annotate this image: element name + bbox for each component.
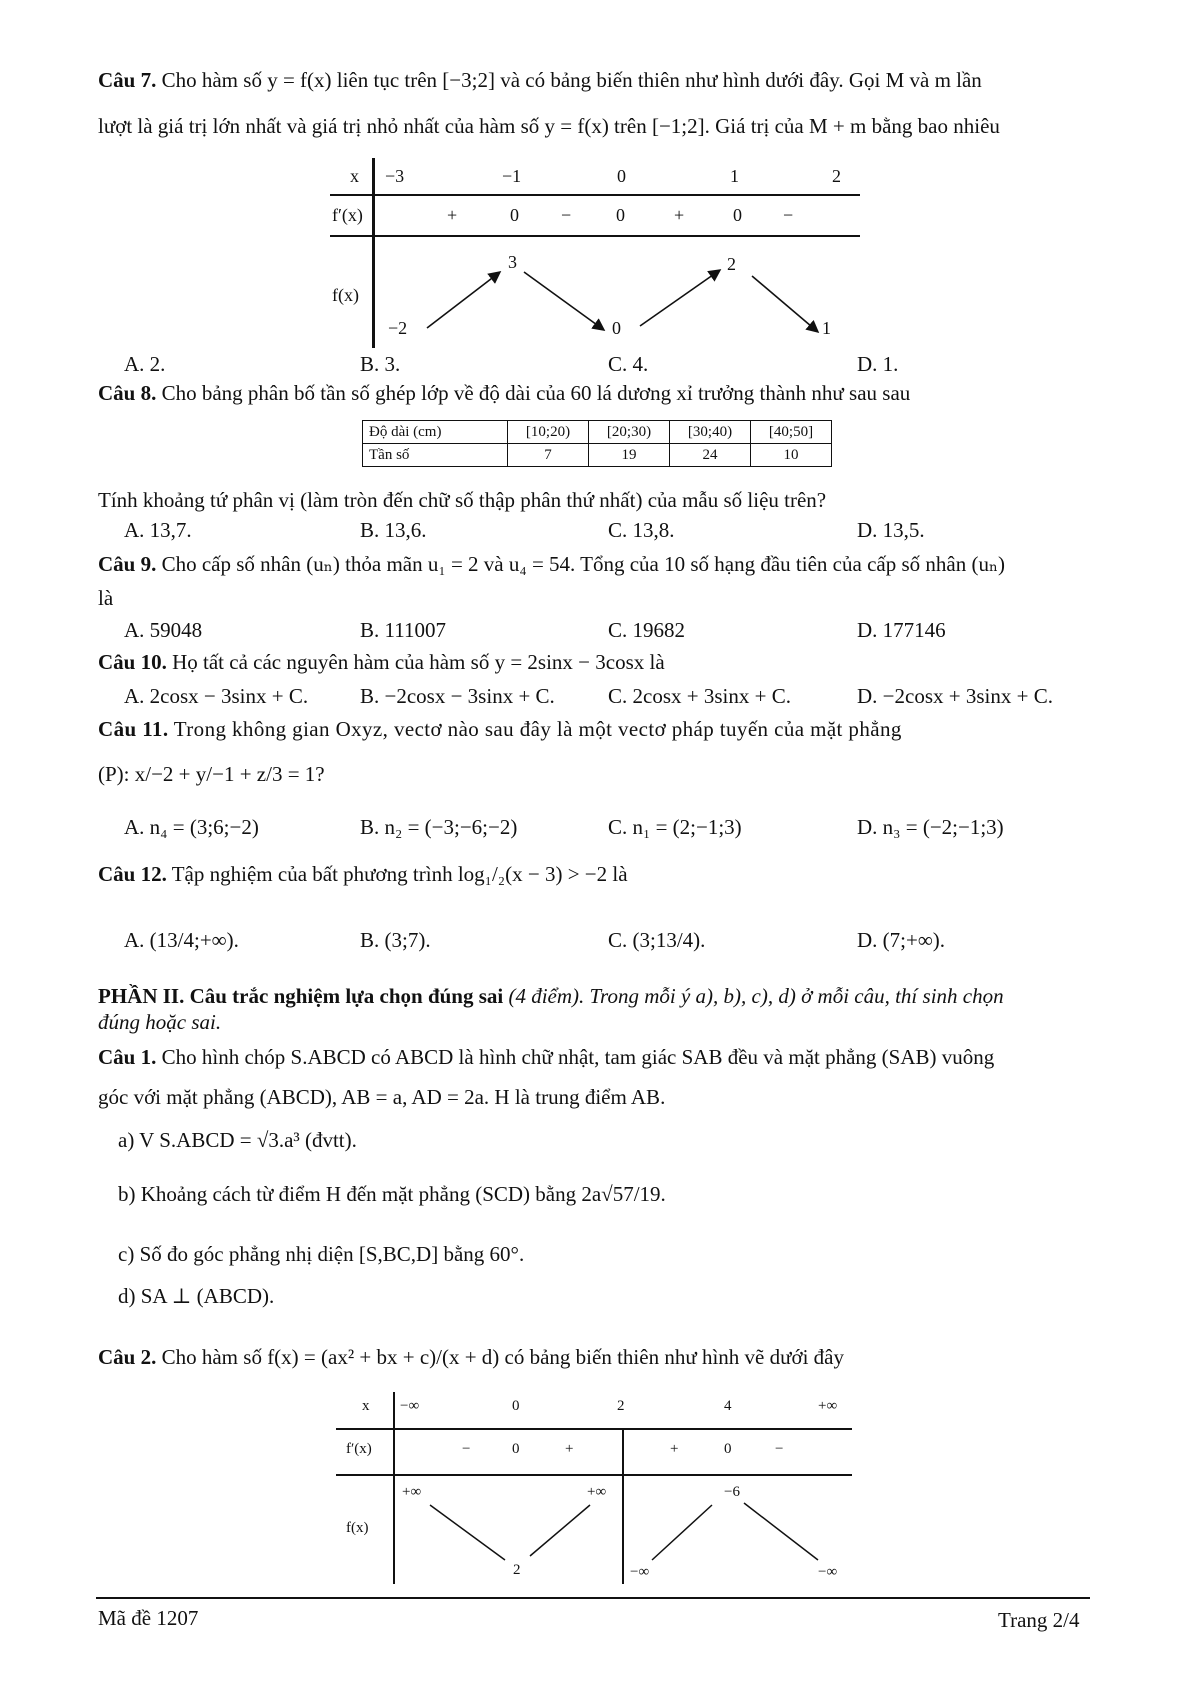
q8-option-a[interactable]: A. 13,7.: [124, 518, 192, 542]
q7-x-label: x: [350, 166, 359, 186]
part2-title: PHẦN II. Câu trắc nghiệm lựa chọn đúng sai: [98, 984, 504, 1008]
q9-option-b[interactable]: B. 111007: [360, 618, 446, 642]
q10-option-a[interactable]: A. 2cosx − 3sinx + C.: [124, 684, 309, 708]
q10-option-d[interactable]: D. −2cosx + 3sinx + C.: [857, 684, 1053, 708]
q8-row-cell: 19: [589, 444, 670, 467]
q7-fp-value: +: [447, 205, 458, 225]
p2q2-f-value: +∞: [587, 1484, 607, 1500]
q7-fp-value: 0: [616, 205, 625, 225]
q7-fp-value: −: [561, 205, 572, 225]
q9-option-c[interactable]: C. 19682: [608, 618, 686, 642]
q12-option-c[interactable]: C. (3;13/4).: [608, 928, 706, 952]
q8-option-d[interactable]: D. 13,5.: [857, 518, 925, 542]
q7-f-value: −2: [388, 318, 408, 338]
p2q2-x-value: −∞: [400, 1398, 420, 1414]
q9-label: Câu 9.: [98, 552, 157, 576]
q8-header-cell: [20;30): [589, 421, 670, 444]
p2q2-f-label: f(x): [346, 1520, 369, 1536]
part2-note2-text: đúng hoặc sai.: [98, 1010, 222, 1034]
q7-x-value: 1: [730, 166, 739, 186]
q8-header-cell: [10;20): [508, 421, 589, 444]
p2q2-x-value: +∞: [818, 1398, 838, 1414]
q8-row-cell: 24: [670, 444, 751, 467]
q8-header-cell: Độ dài (cm): [363, 421, 508, 444]
q7-fp-value: 0: [510, 205, 519, 225]
q10-label: Câu 10.: [98, 650, 167, 674]
q7-text-line2: lượt là giá trị lớn nhất và giá trị nhỏ nhất của hàm số y = f(x) trên [−1;2]. Giá trị của M + m bằng bao nhiêu: [98, 114, 1000, 138]
q8-text: Cho bảng phân bố tần số ghép lớp về độ dài của 60 lá dương xỉ trưởng thành như sau sau: [161, 381, 911, 405]
q7-fp-value: −: [783, 205, 794, 225]
q8-header-cell: [40;50]: [751, 421, 832, 444]
q11-text: Trong không gian Oxyz, vectơ nào sau đây là một vectơ pháp tuyến của mặt phẳng: [173, 717, 902, 741]
q12-option-d[interactable]: D. (7;+∞).: [857, 928, 946, 952]
q9-text2: là: [98, 586, 114, 610]
p2q2-f-value: −∞: [818, 1564, 838, 1580]
q12-label: Câu 12.: [98, 862, 167, 886]
q10-option-c[interactable]: C. 2cosx + 3sinx + C.: [608, 684, 791, 708]
q7-option-b[interactable]: B. 3.: [360, 352, 401, 376]
q7-fp-label: f′(x): [332, 205, 363, 225]
q11-option-a[interactable]: A. n₄ = (3;6;−2): [124, 815, 259, 839]
footer-page-number: Trang 2/4: [998, 1608, 1080, 1632]
q7-x-value: 0: [617, 166, 626, 186]
q7-option-d[interactable]: D. 1.: [857, 352, 899, 376]
q8-header-cell: [30;40): [670, 421, 751, 444]
q8-question: Tính khoảng tứ phân vị (làm tròn đến chữ số thập phân thứ nhất) của mẫu số liệu trên?: [98, 488, 827, 512]
p2q2-text: Cho hàm số f(x) = (ax² + bx + c)/(x + d) có bảng biến thiên như hình vẽ dưới đây: [161, 1345, 845, 1369]
q8-option-b[interactable]: B. 13,6.: [360, 518, 427, 542]
q11-option-d[interactable]: D. n₃ = (−2;−1;3): [857, 815, 1004, 839]
q7-f-value: 0: [612, 318, 621, 338]
q7-f-label: f(x): [332, 285, 359, 305]
q11-option-c[interactable]: C. n₁ = (2;−1;3): [608, 815, 742, 839]
p2q1-text-line2: góc với mặt phẳng (ABCD), AB = a, AD = 2a. H là trung điểm AB.: [98, 1085, 666, 1109]
q10-option-b[interactable]: B. −2cosx − 3sinx + C.: [360, 684, 555, 708]
p2q1-text-line1: Cho hình chóp S.ABCD có ABCD là hình chữ nhật, tam giác SAB đều và mặt phẳng (SAB) vuông: [161, 1045, 995, 1069]
q7-f-value: 3: [508, 252, 517, 272]
part2-note: (4 điểm). Trong mỗi ý a), b), c), d) ở mỗi câu, thí sinh chọn: [508, 984, 1004, 1008]
p2q2-x-label: x: [362, 1398, 370, 1414]
p2q2-fp-value: −: [462, 1441, 471, 1457]
p2q2-f-value: −6: [724, 1484, 740, 1500]
p2q2-f-value: +∞: [402, 1484, 422, 1500]
q7-label: Câu 7.: [98, 68, 157, 92]
p2q1-statement-d[interactable]: d) SA ⊥ (ABCD).: [118, 1284, 275, 1308]
p2q2-fp-label: f′(x): [346, 1441, 372, 1457]
p2q2-fp-value: +: [670, 1441, 679, 1457]
q7-f-value: 2: [727, 254, 736, 274]
p2q2-fp-value: +: [565, 1441, 574, 1457]
p2q2-f-value: −∞: [630, 1564, 650, 1580]
q8-label: Câu 8.: [98, 381, 157, 405]
p2q1-statement-b[interactable]: b) Khoảng cách từ điểm H đến mặt phẳng (SCD) bằng 2a√57/19.: [118, 1182, 666, 1206]
q7-x-value: −3: [385, 166, 405, 186]
p2q2-f-value: 2: [513, 1562, 521, 1578]
q9-text: Cho cấp số nhân (uₙ) thỏa mãn u₁ = 2 và u₄ = 54. Tổng của 10 số hạng đầu tiên của cấp số nhân (uₙ): [161, 552, 1006, 576]
q12-text: Tập nghiệm của bất phương trình log₁/₂(x − 3) > −2 là: [171, 862, 628, 886]
p2q1-label: Câu 1.: [98, 1045, 157, 1069]
footer-rule: [96, 1597, 1090, 1599]
q7-x-value: 2: [832, 166, 841, 186]
q11-option-b[interactable]: B. n₂ = (−3;−6;−2): [360, 815, 518, 839]
q7-fp-value: +: [674, 205, 685, 225]
q7-x-value: −1: [502, 166, 522, 186]
p2q1-statement-a[interactable]: a) V S.ABCD = √3.a³ (đvtt).: [118, 1128, 357, 1152]
q8-row-cell: 7: [508, 444, 589, 467]
q7-text-line1: Cho hàm số y = f(x) liên tục trên [−3;2] và có bảng biến thiên như hình dưới đây. Gọi M và m lần: [161, 68, 982, 92]
q11-label: Câu 11.: [98, 717, 169, 741]
p2q2-x-value: 4: [724, 1398, 732, 1414]
q7-option-c[interactable]: C. 4.: [608, 352, 649, 376]
q12-option-a[interactable]: A. (13/4;+∞).: [124, 928, 239, 952]
footer-exam-code: Mã đề 1207: [98, 1606, 199, 1630]
q7-fp-value: 0: [733, 205, 742, 225]
p2q2-fp-value: −: [775, 1441, 784, 1457]
p2q2-fp-value: 0: [724, 1441, 732, 1457]
q10-text: Họ tất cả các nguyên hàm của hàm số y = 2sinx − 3cosx là: [172, 650, 665, 674]
p2q2-x-value: 2: [617, 1398, 625, 1414]
q7-option-a[interactable]: A. 2.: [124, 352, 166, 376]
p2q2-label: Câu 2.: [98, 1345, 157, 1369]
q7-f-value: 1: [822, 318, 831, 338]
q8-option-c[interactable]: C. 13,8.: [608, 518, 675, 542]
p2q1-statement-c[interactable]: c) Số đo góc phẳng nhị diện [S,BC,D] bằng 60°.: [118, 1242, 525, 1266]
q11-plane: (P): x/−2 + y/−1 + z/3 = 1?: [98, 762, 325, 786]
p2q2-fp-value: 0: [512, 1441, 520, 1457]
q9-option-d[interactable]: D. 177146: [857, 618, 946, 642]
q8-row-cell: Tần số: [363, 444, 508, 467]
q12-option-b[interactable]: B. (3;7).: [360, 928, 431, 952]
p2q2-x-value: 0: [512, 1398, 520, 1414]
q8-row-cell: 10: [751, 444, 832, 467]
q9-option-a[interactable]: A. 59048: [124, 618, 203, 642]
